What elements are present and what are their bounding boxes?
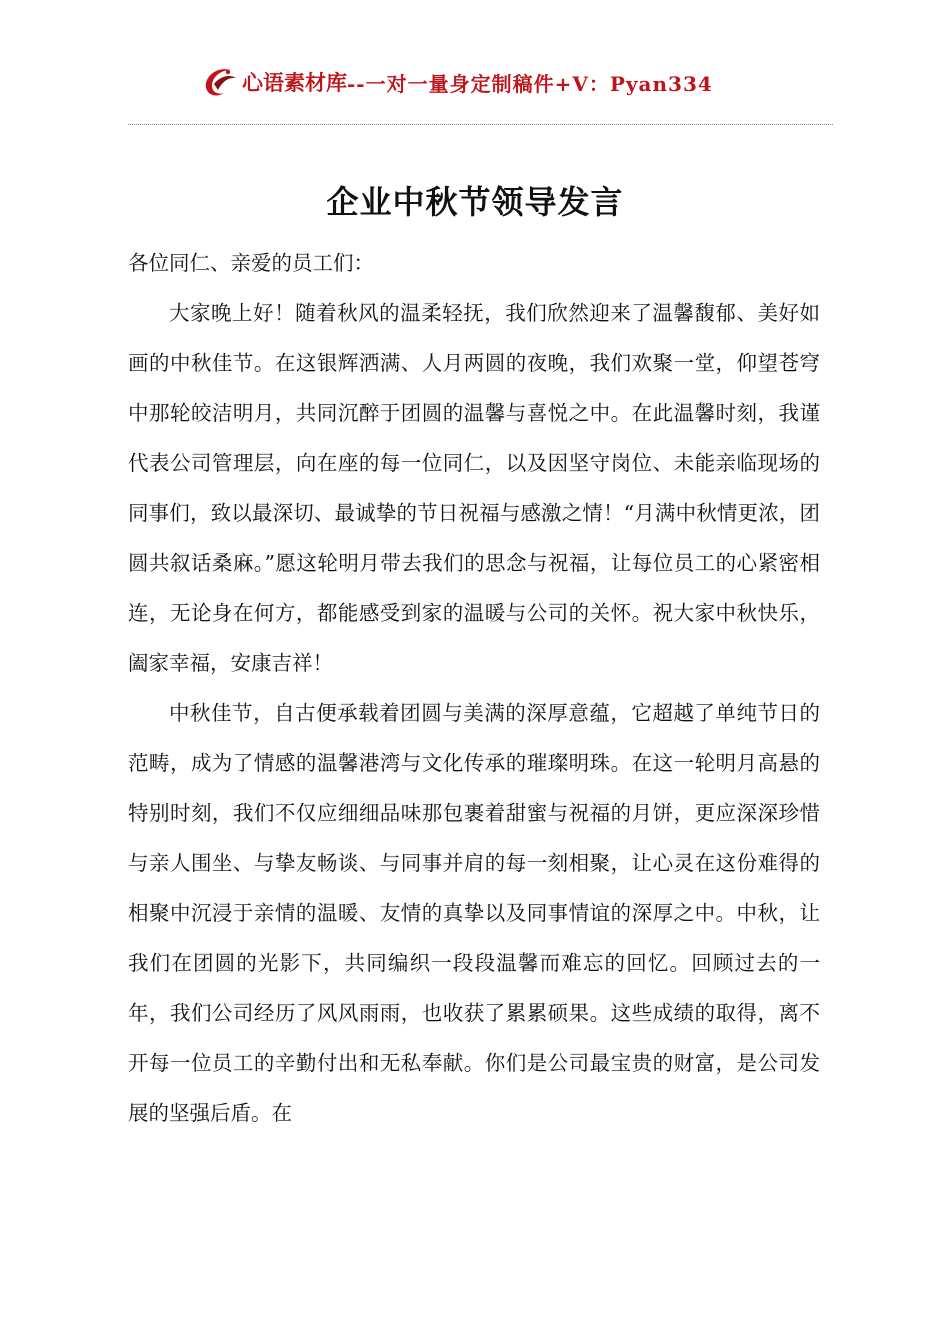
header-tagline: --一对一量身定制稿件+V：Pyan334 — [347, 71, 713, 96]
header-divider — [128, 124, 833, 125]
document-title: 企业中秋节领导发言 — [326, 183, 624, 221]
document-body — [128, 238, 820, 1138]
page-header — [200, 60, 800, 104]
paragraph-1: 大家晚上好！随着秋风的温柔轻抚，我们欣然迎来了温馨馥郁、美好如画的中秋佳节。在这银辉洒满、人月两圆的夜晚，我们欢聚一堂，仰望苍穹中那轮皎洁明月，共同沉醉于团圆的温馨与喜悦之中。在此温馨时刻，我谨代表公司管理层，向在座的每一位同仁，以及因坚守岗位、未能亲临现场的同事们，致以最深切、最诚挚的节日祝福与感激之情！“月满中秋情更浓，团圆共叙话桑麻。”愿这轮明月带去我们的思念与祝福，让每位员工的心紧密相连，无论身在何方，都能感受到家的温暖与公司的关怀。祝大家中秋快乐，阖家幸福，安康吉祥！ — [128, 301, 820, 675]
brand-name: 心语素材库 — [242, 70, 347, 95]
paragraph-2: 中秋佳节，自古便承载着团圆与美满的深厚意蕴，它超越了单纯节日的范畴，成为了情感的温馨港湾与文化传承的璀璨明珠。在这一轮明月高悬的特别时刻，我们不仅应细细品味那包裹着甜蜜与祝福的月饼，更应深深珍惜与亲人围坐、与挚友畅谈、与同事并肩的每一刻相聚，让心灵在这份难得的相聚中沉浸于亲情的温暖、友情的真挚以及同事情谊的深厚之中。中秋，让我们在团圆的光影下，共同编织一段段温馨而难忘的回忆。回顾过去的一年，我们公司经历了风风雨雨，也收获了累累硕果。这些成绩的取得，离不开每一位员工的辛勤付出和无私奉献。你们是公司最宝贵的财富，是公司发展的坚强后盾。在 — [128, 701, 820, 1125]
logo-icon — [200, 62, 240, 102]
salutation: 各位同仁、亲爱的员工们： — [128, 251, 374, 275]
